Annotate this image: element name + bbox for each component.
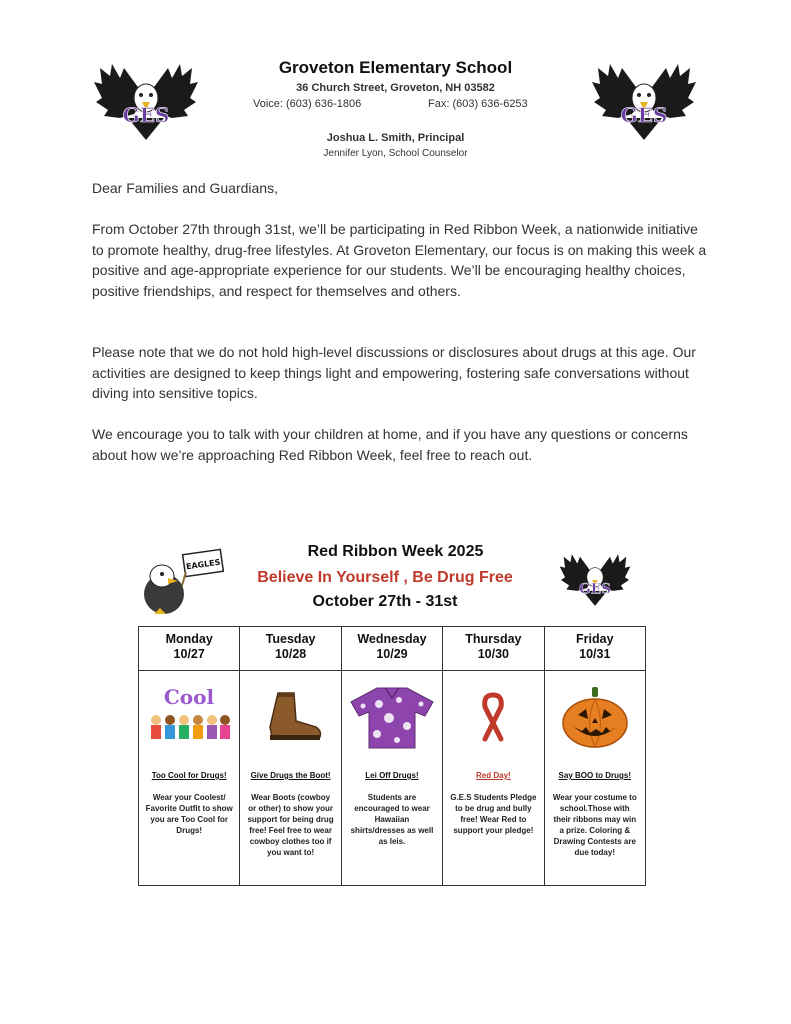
activity-title: Too Cool for Drugs!: [151, 771, 227, 780]
activity-title: Give Drugs the Boot!: [250, 771, 331, 780]
voice-number: Voice: (603) 636-1806: [253, 98, 362, 110]
cool-word: Cool: [164, 685, 215, 709]
day-header: Thursday 10/30: [443, 627, 544, 671]
activity-description: Students are encouraged to wear Hawaiian shirts/dresses as well as leis.: [350, 793, 434, 846]
day-cell-monday: [139, 671, 240, 886]
day-cell-tuesday: [240, 671, 341, 886]
hawaiian-shirt-image: [342, 671, 442, 763]
day-header: Monday 10/27: [139, 627, 240, 671]
fax-number: Fax: (603) 636-6253: [428, 98, 528, 110]
boot-image: [240, 671, 340, 763]
activity-description: G.E.S Students Pledge to be drug and bully free! Wear Red to support your pledge!: [450, 793, 537, 835]
school-name: Groveton Elementary School: [278, 58, 513, 77]
principal-name: Joshua L. Smith, Principal: [326, 132, 465, 144]
letter-paragraph: Please note that we do not hold high-level discussions or disclosures about drugs at this age. Our activities are designed to keep things light and empowering, fostering safe conversations without diving into sensitive topics.: [92, 344, 696, 401]
day-header: Tuesday 10/28: [240, 627, 341, 671]
mascot-sign-text: EAGLES: [185, 557, 221, 572]
activity-description: Wear Boots (cowboy or other) to show your support for being drug free! Feel free to wear cowboy clothes too if you want to!: [247, 793, 334, 857]
letter-paragraph: We encourage you to talk with your children at home, and if you have any questions or concerns about how we’re approaching Red Ribbon Week, feel free to reach out.: [92, 426, 688, 463]
red-ribbon-icon: [443, 671, 543, 763]
school-address: 36 Church Street, Groveton, NH 03582: [296, 82, 495, 94]
day-header: Wednesday 10/29: [341, 627, 442, 671]
activity-title: Say BOO to Drugs!: [558, 771, 631, 780]
letter-paragraph: From October 27th through 31st, we’ll be participating in Red Ribbon Week, a nationwide initiative to promote healthy, drug-free lifestyles. At Groveton Elementary, our focus is on making this week a positive and age-appropriate experience for our students. We’ll be encouraging healthy choices, positive friendships, and respect for themselves and others.: [92, 221, 707, 299]
flyer-title: Red Ribbon Week 2025: [307, 543, 484, 560]
day-cell-friday: [544, 671, 645, 886]
day-cell-wednesday: [341, 671, 442, 886]
activity-title: Red Day!: [476, 771, 511, 780]
logo-text: GES: [579, 581, 611, 598]
letter-salutation: Dear Families and Guardians,: [92, 180, 278, 196]
activity-title: Lei Off Drugs!: [365, 771, 419, 780]
pumpkin-icon: [545, 671, 645, 763]
logo-text: GES: [620, 103, 668, 127]
day-cell-thursday: [443, 671, 544, 886]
counselor-name: Jennifer Lyon, School Counselor: [323, 148, 468, 159]
cool-kids-image: [139, 671, 239, 763]
flyer-theme: Believe In Yourself , Be Drug Free: [257, 569, 513, 586]
activity-description: Wear your Coolest/ Favorite Outfit to show you are Too Cool for Drugs!: [145, 793, 233, 835]
logo-text: GES: [122, 103, 170, 127]
spirit-week-table: [138, 626, 646, 886]
activity-description: Wear your costume to school.Those with their ribbons may win a prize. Coloring & Drawing Contests are due today!: [552, 793, 637, 857]
day-header: Friday 10/31: [544, 627, 645, 671]
flyer-dates: October 27th - 31st: [312, 593, 458, 610]
